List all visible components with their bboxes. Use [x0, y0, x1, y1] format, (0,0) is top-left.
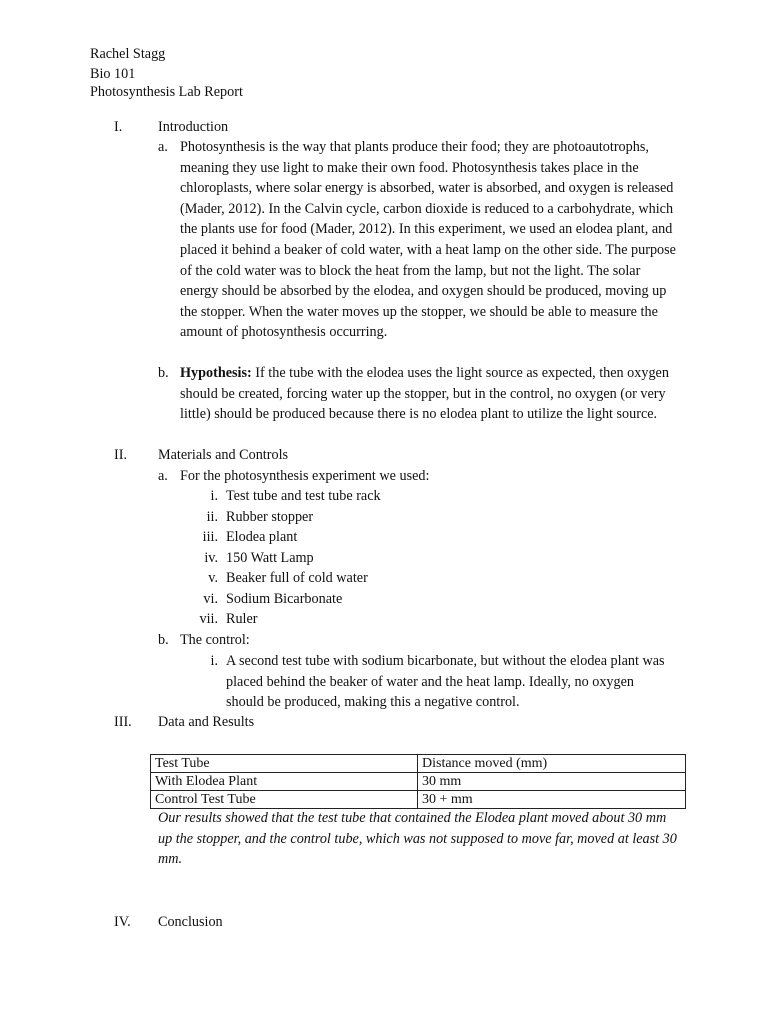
table-cell: With Elodea Plant — [151, 773, 418, 791]
results-paragraph: Our results showed that the test tube that contained the Elodea plant moved about 30 mm up the stopper, and the control tube, which was not supposed to move far, moved at least 30 mm. — [158, 810, 677, 868]
list-marker: iv. — [204, 550, 218, 566]
section-heading: Conclusion — [158, 914, 223, 930]
control-description: A second test tube with sodium bicarbonate, but without the elodea plant was placed behind the beaker of water and the heat lamp. Ideally, no oxygen should be produced, making this a negative control. — [226, 653, 665, 711]
section-heading: Introduction — [158, 119, 229, 135]
list-marker: i. — [210, 488, 218, 504]
section-heading: Materials and Controls — [158, 447, 289, 463]
material-item: Beaker full of cold water — [226, 570, 368, 586]
report-title: Photosynthesis Lab Report — [90, 84, 243, 100]
table-header-row — [151, 755, 686, 773]
author-name: Rachel Stagg — [90, 46, 166, 62]
material-item: Ruler — [226, 611, 258, 627]
list-marker: a. — [158, 468, 168, 484]
materials-intro: For the photosynthesis experiment we used: — [180, 468, 430, 484]
table-cell: 30 + mm — [418, 791, 686, 809]
section-numeral: III. — [114, 714, 132, 730]
material-item: Test tube and test tube rack — [226, 488, 381, 504]
hypothesis-paragraph — [180, 363, 680, 425]
section-numeral: I. — [114, 119, 123, 135]
introduction-paragraph: Photosynthesis is the way that plants produce their food; they are photoautotrophs, meaning they use light to make their own food. Photosynthesis takes place in the chloroplasts, where solar energy is absorbed, water is absorbed, and oxygen is released (Mader, 2012). In the Calvin cycle, carbon dioxide is reduced to a carbohydrate, which the plants use for food (Mader, 2012). In this experiment, we used an elodea plant, and placed it behind a beaker of cold water, with a heat lamp on the other side. The purpose of the cold water was to block the heat from the lamp, but not the light. The solar energy should be absorbed by the elodea, and oxygen should be produced, moving up the stopper. When the water moves up the stopper, we should be able to measure the amount of photosynthesis occurring. — [180, 139, 676, 341]
material-item: Rubber stopper — [226, 509, 314, 525]
course-name: Bio 101 — [90, 66, 136, 82]
material-item: Sodium Bicarbonate — [226, 591, 343, 607]
list-marker: vii. — [199, 611, 218, 627]
table-cell: Distance moved (mm) — [418, 755, 686, 773]
section-numeral: IV. — [114, 914, 131, 930]
list-marker: b. — [158, 365, 169, 381]
section-numeral: II. — [114, 447, 127, 463]
section-heading: Data and Results — [158, 714, 255, 730]
table-row — [151, 773, 686, 791]
table-cell: Control Test Tube — [151, 791, 418, 809]
hypothesis-label: Hypothesis: — [180, 365, 252, 381]
table-row — [151, 791, 686, 809]
list-marker: vi. — [203, 591, 218, 607]
list-marker: iii. — [202, 529, 218, 545]
results-table — [150, 754, 686, 809]
table-cell: Test Tube — [151, 755, 418, 773]
material-item: Elodea plant — [226, 529, 298, 545]
control-heading: The control: — [180, 632, 250, 648]
list-marker: v. — [208, 570, 218, 586]
list-marker: ii. — [206, 509, 218, 525]
list-marker: b. — [158, 632, 169, 648]
list-marker: a. — [158, 139, 168, 155]
material-item: 150 Watt Lamp — [226, 550, 314, 566]
table-cell: 30 mm — [418, 773, 686, 791]
hypothesis-text: If the tube with the elodea uses the light source as expected, then oxygen should be created, forcing water up the stopper, but in the control, no oxygen (or very little) should be produced because there is no elodea plant to utilize the light source. — [180, 365, 669, 423]
list-marker: i. — [210, 653, 218, 669]
